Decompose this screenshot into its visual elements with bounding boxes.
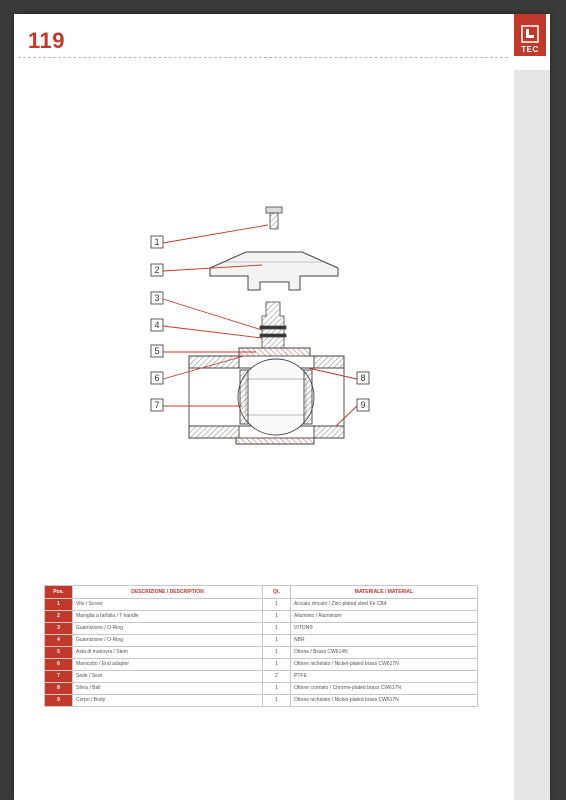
table-row xyxy=(45,647,478,659)
pos-cell: 9 xyxy=(45,695,73,707)
table-row xyxy=(45,683,478,695)
callout-3 xyxy=(151,292,262,330)
qty-cell: 1 xyxy=(263,659,291,671)
callout-1 xyxy=(151,225,268,248)
qty-cell: 1 xyxy=(263,623,291,635)
callout-4 xyxy=(151,319,262,338)
description-cell: Maniglia a farfalla / T handle xyxy=(73,611,263,623)
qty-cell: 1 xyxy=(263,683,291,695)
table-row xyxy=(45,599,478,611)
pos-cell: 5 xyxy=(45,647,73,659)
valve-body-part xyxy=(189,348,344,444)
callout-label: 5 xyxy=(154,346,160,356)
description-cell: Manicotto / End adapter xyxy=(73,659,263,671)
qty-header: Qt. xyxy=(263,586,291,599)
qty-cell: 1 xyxy=(263,695,291,707)
description-cell: Vite / Screw xyxy=(73,599,263,611)
material-cell: VITON® xyxy=(291,623,478,635)
material-cell: Acciaio zincato / Zinc-plated steel Fe CB4 xyxy=(291,599,478,611)
table-row xyxy=(45,695,478,707)
t-handle-part xyxy=(210,252,338,290)
material-header: MATERIALE / MATERIAL xyxy=(291,586,478,599)
material-cell: Alluminio / Aluminium xyxy=(291,611,478,623)
material-cell: NBR xyxy=(291,635,478,647)
page-number: 119 xyxy=(28,28,65,53)
brand-name: TEC xyxy=(521,45,539,54)
description-cell: Guarnizione / O-Ring xyxy=(73,635,263,647)
material-cell: Ottone nichelato / Nickel-plated brass CW617N xyxy=(291,695,478,707)
parts-table xyxy=(44,585,478,707)
pos-cell: 3 xyxy=(45,623,73,635)
catalog-page xyxy=(14,14,550,800)
table-row xyxy=(45,611,478,623)
material-cell: Ottone nichelato / Nickel-plated brass CW617N xyxy=(291,659,478,671)
description-cell: Sfera / Ball xyxy=(73,683,263,695)
table-header-row xyxy=(45,586,478,599)
qty-cell: 1 xyxy=(263,635,291,647)
description-cell: Corpo / Body xyxy=(73,695,263,707)
pos-header: Pos. xyxy=(45,586,73,599)
callout-label: 2 xyxy=(154,265,160,275)
pos-cell: 7 xyxy=(45,671,73,683)
callout-label: 6 xyxy=(154,373,160,383)
callout-label: 7 xyxy=(154,400,160,410)
stem-part xyxy=(260,302,286,348)
table-row xyxy=(45,623,478,635)
table-row xyxy=(45,671,478,683)
callout-label: 4 xyxy=(154,320,160,330)
description-cell: Guarnizione / O-Ring xyxy=(73,623,263,635)
table-row xyxy=(45,635,478,647)
pos-cell: 6 xyxy=(45,659,73,671)
material-cell: Ottone cromato / Chrome-plated brass CW617N xyxy=(291,683,478,695)
pos-cell: 1 xyxy=(45,599,73,611)
qty-cell: 2 xyxy=(263,671,291,683)
callout-label: 9 xyxy=(360,400,366,410)
qty-cell: 1 xyxy=(263,611,291,623)
pos-cell: 2 xyxy=(45,611,73,623)
pos-cell: 4 xyxy=(45,635,73,647)
pos-cell: 8 xyxy=(45,683,73,695)
description-header: DESCRIZIONE / DESCRIPTION xyxy=(73,586,263,599)
description-cell: Asta di manovra / Stem xyxy=(73,647,263,659)
material-cell: PTFE xyxy=(291,671,478,683)
screw-part xyxy=(266,207,282,229)
callout-label: 1 xyxy=(154,237,160,247)
callout-label: 3 xyxy=(154,293,160,303)
material-cell: Ottone / Brass CW614N xyxy=(291,647,478,659)
qty-cell: 1 xyxy=(263,647,291,659)
callout-label: 8 xyxy=(360,373,366,383)
description-cell: Sede / Seat xyxy=(73,671,263,683)
table-row xyxy=(45,659,478,671)
qty-cell: 1 xyxy=(263,599,291,611)
